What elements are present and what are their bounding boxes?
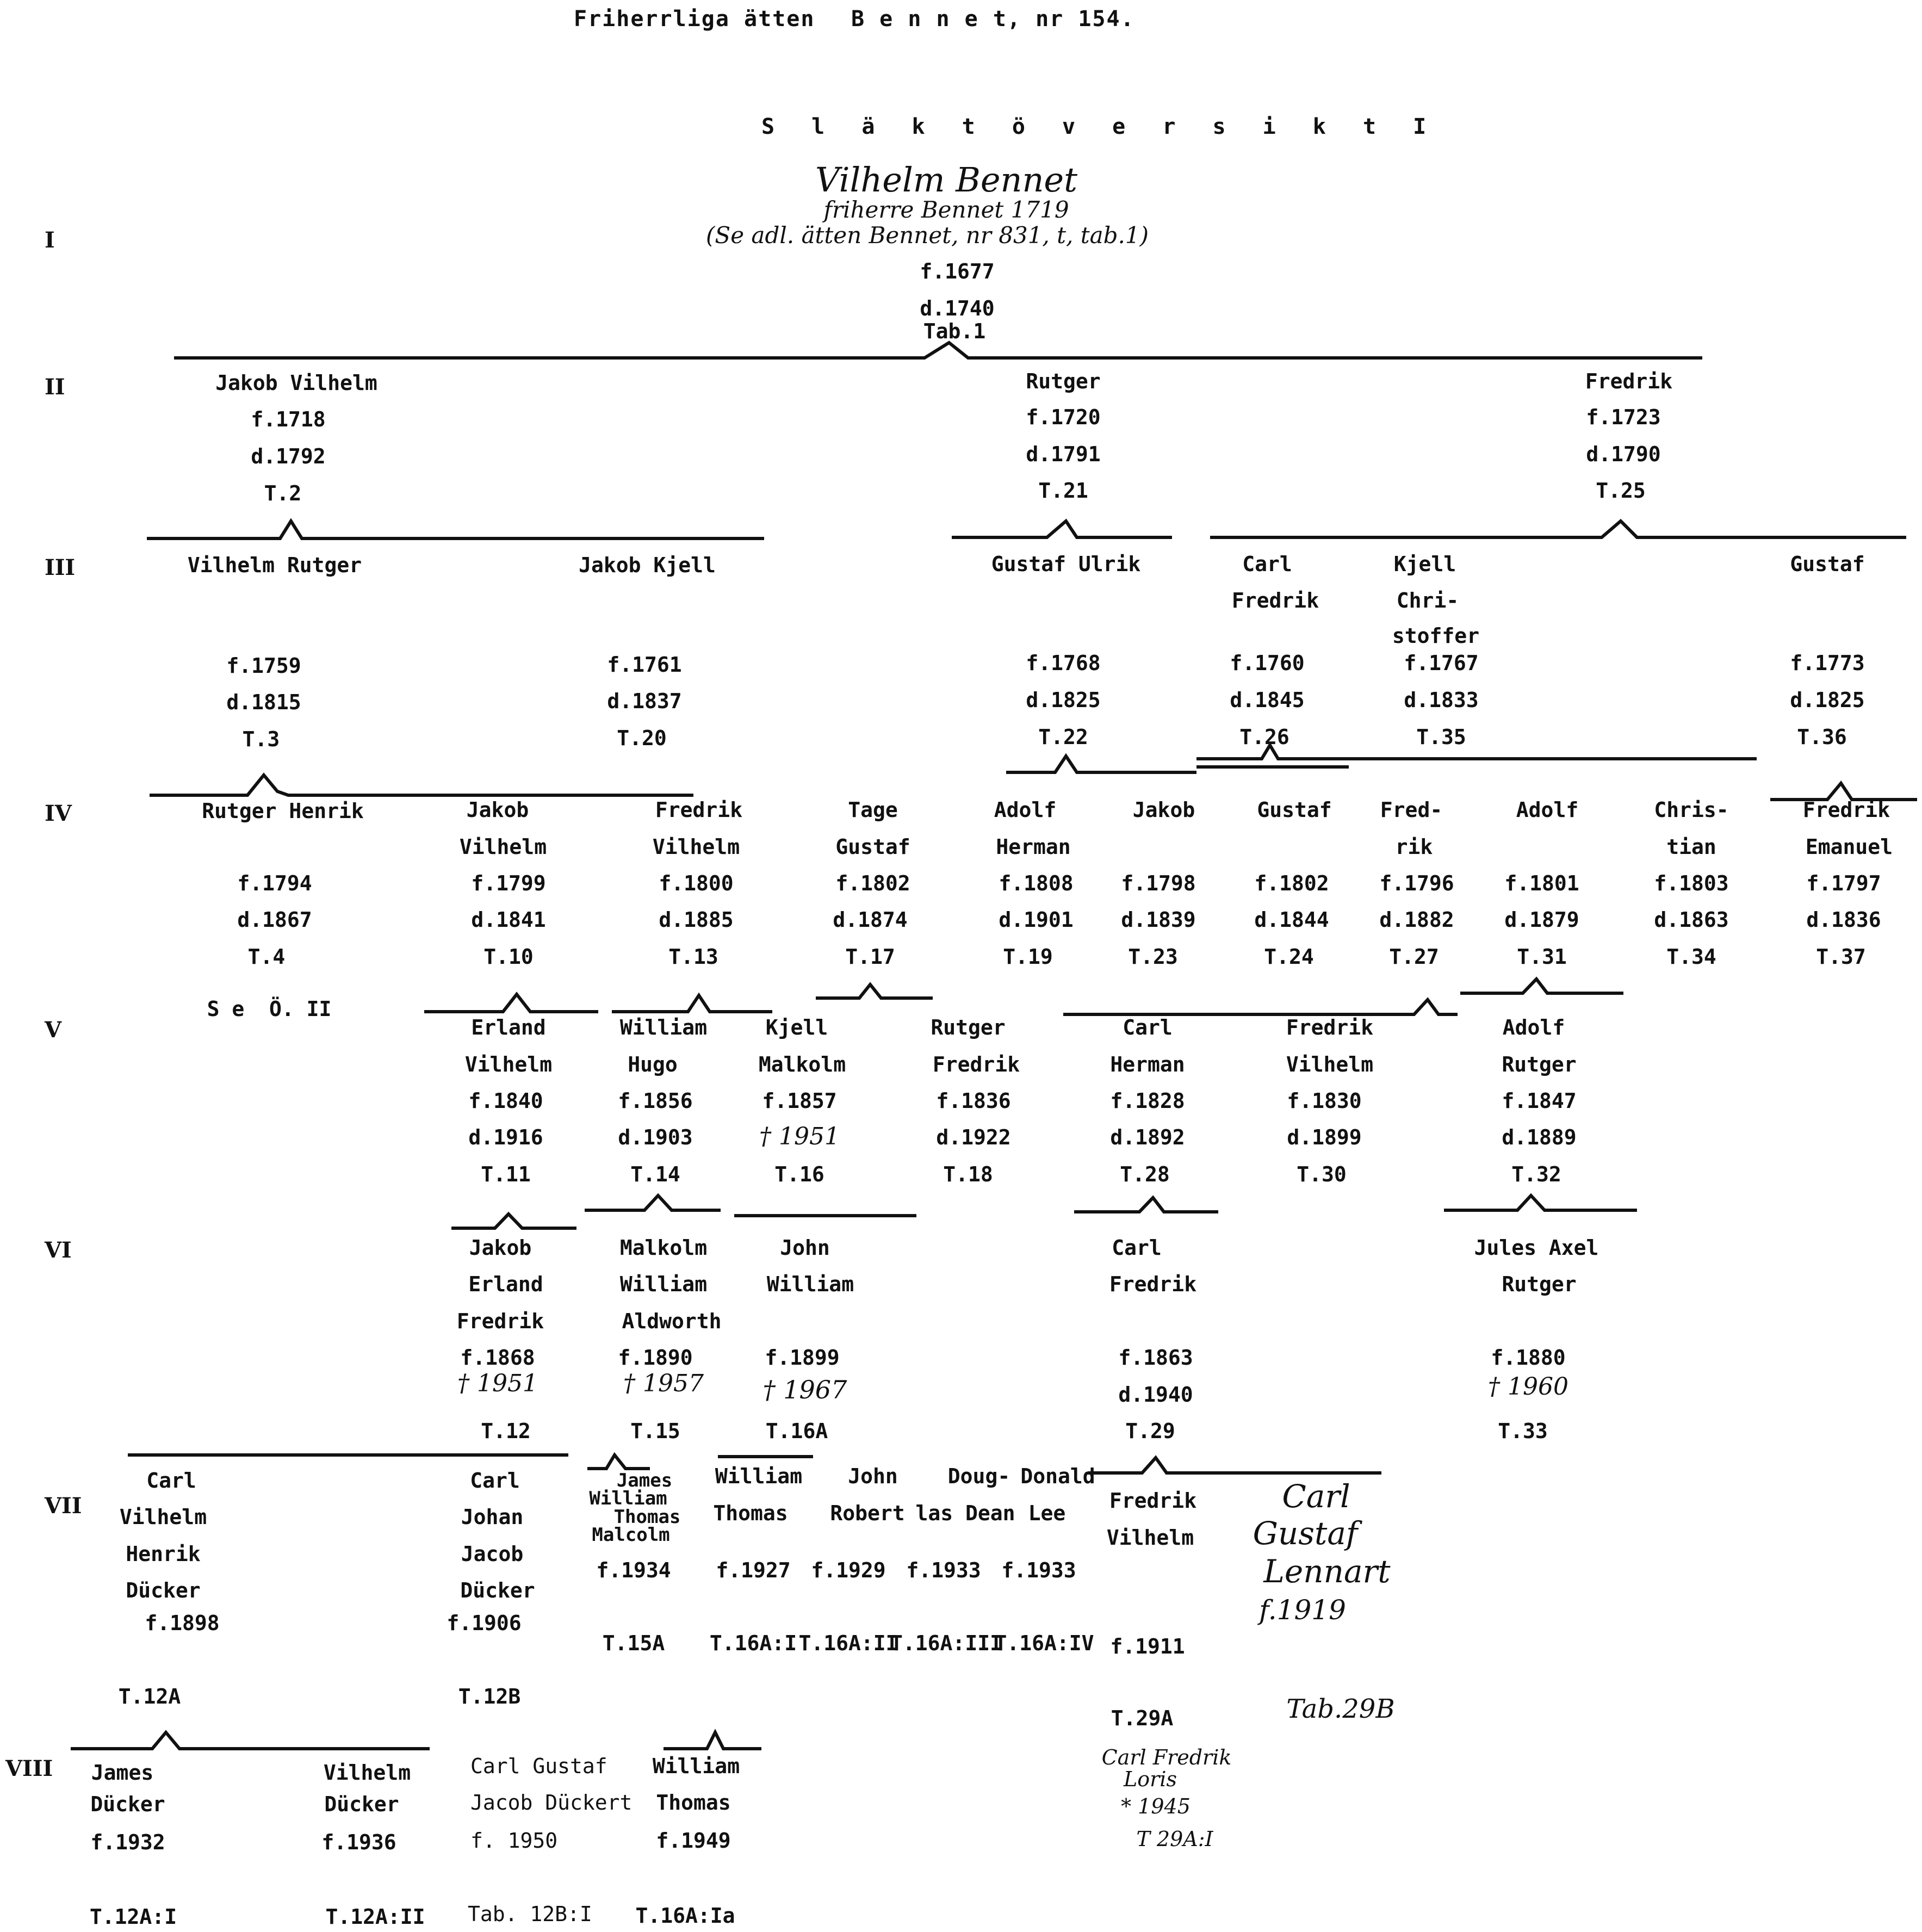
person-born: f.1934 <box>596 1558 671 1582</box>
person-born: f.1868 <box>460 1346 535 1370</box>
person-name: William <box>715 1464 803 1488</box>
person-name: William <box>652 1754 740 1778</box>
person-tab: T.12 <box>481 1419 531 1443</box>
person-name: Fredrik <box>1585 369 1673 393</box>
person-born: f.1802 <box>835 871 910 895</box>
person-tab: T.14 <box>630 1162 680 1186</box>
person-tab: T.22 <box>1038 725 1088 749</box>
connector <box>612 995 772 1012</box>
person-tab: T.16A <box>765 1419 828 1443</box>
person-name: Jacob Dückert <box>470 1791 633 1815</box>
person-name: Rutger <box>931 1015 1006 1039</box>
person-born: f.1919 <box>1259 1594 1346 1626</box>
person-born: f.1927 <box>716 1558 791 1582</box>
title-name: B e n n e t, nr 154. <box>851 7 1135 32</box>
person-name: Jakob <box>1132 798 1195 822</box>
person-name: Fredrik <box>655 798 743 822</box>
person-born: f.1723 <box>1586 405 1661 429</box>
person-born: f.1718 <box>251 407 326 431</box>
connector <box>451 1214 576 1228</box>
person-name: Vilhelm Bennet <box>815 160 1078 200</box>
person-tab: T.16A:I <box>709 1631 797 1655</box>
person-name: Johan <box>461 1505 524 1529</box>
person-born: f.1880 <box>1491 1346 1566 1370</box>
person-tab: T.16A:Ia <box>635 1904 735 1928</box>
person-name: Fredrik <box>456 1309 544 1333</box>
person-died: d.1790 <box>1586 442 1661 466</box>
person-name: James <box>616 1470 673 1491</box>
person-born: f.1933 <box>1001 1558 1076 1582</box>
person-name: Rutger <box>1502 1272 1577 1296</box>
person-tab: T.15A <box>602 1631 665 1655</box>
connector <box>174 343 1702 358</box>
person-died: † 1967 <box>762 1375 847 1404</box>
person-tab: T.19 <box>1003 945 1053 969</box>
person-name: Fredrik <box>1802 798 1890 822</box>
person-name: Adolf <box>1502 1015 1565 1039</box>
person-born: f.1797 <box>1806 871 1881 895</box>
person-born: f.1794 <box>237 871 312 895</box>
person-name: Carl <box>1242 552 1292 576</box>
generation-label: IV <box>45 801 72 826</box>
person-name: Malcolm <box>592 1524 670 1546</box>
person-died: d.1874 <box>833 908 908 932</box>
person-tab: T.16A:IV <box>994 1631 1094 1655</box>
person-born: f.1767 <box>1404 651 1479 675</box>
person-born: f.1929 <box>811 1558 886 1582</box>
person-tab: T.16A:II <box>798 1631 898 1655</box>
person-tab: T.20 <box>617 726 667 750</box>
person-tab: T.4 <box>247 945 286 969</box>
person-name: Rutger <box>1502 1052 1577 1076</box>
person-note: S e Ö. II <box>207 997 332 1021</box>
person-tab: T.27 <box>1389 945 1439 969</box>
person-died: d.1839 <box>1121 908 1196 932</box>
person-name: Kjell <box>765 1015 828 1039</box>
person-name: Chris- <box>1654 798 1729 822</box>
person-name: Carl Gustaf <box>470 1754 607 1778</box>
person-name: Carl <box>1123 1015 1173 1039</box>
connector <box>585 1196 721 1210</box>
person-born: f.1936 <box>321 1830 396 1854</box>
person-tab: T 29A:I <box>1136 1827 1213 1851</box>
person-name: Robert <box>830 1501 905 1525</box>
person-tab: T.32 <box>1511 1162 1561 1186</box>
person-name: Fred- <box>1380 798 1443 822</box>
person-name: Donald <box>1020 1464 1095 1488</box>
person-name: Henrik <box>126 1542 201 1566</box>
person-name: Vilhelm <box>464 1052 553 1076</box>
person-born: f.1830 <box>1287 1089 1362 1113</box>
person-born: f.1856 <box>618 1089 693 1113</box>
person-died: d.1792 <box>251 444 326 468</box>
person-tab: T.12A:I <box>89 1905 177 1929</box>
connector <box>1210 521 1906 537</box>
person-died: d.1922 <box>936 1125 1011 1149</box>
person-tab: T.31 <box>1517 945 1567 969</box>
person-name: Malkolm <box>619 1236 708 1260</box>
person-name: Gustaf <box>1253 1515 1358 1552</box>
person-name: William <box>619 1015 708 1039</box>
person-born: f.1801 <box>1504 871 1579 895</box>
person-name: tian <box>1666 835 1716 859</box>
person-died: † 1960 <box>1488 1373 1568 1401</box>
person-born: * 1945 <box>1121 1794 1191 1818</box>
person-name: John <box>780 1236 830 1260</box>
person-name: Dücker <box>324 1792 399 1816</box>
person-tab: T.34 <box>1666 945 1716 969</box>
person-name: John <box>848 1464 898 1488</box>
connector <box>150 775 693 795</box>
person-tab: T.17 <box>845 945 895 969</box>
person-name: Adolf <box>994 798 1057 822</box>
person-name: Fredrik <box>1231 589 1319 612</box>
person-name: Fredrik <box>1109 1489 1197 1513</box>
person-name: Lennart <box>1263 1553 1391 1590</box>
person-name: Lee <box>1028 1501 1066 1525</box>
generation-label: VI <box>45 1237 72 1263</box>
person-name: William <box>766 1272 854 1296</box>
person-born: f.1847 <box>1502 1089 1577 1113</box>
person-name: Loris <box>1124 1767 1177 1791</box>
person-name: Malkolm <box>758 1052 846 1076</box>
person-name: Jakob <box>469 1236 532 1260</box>
person-name: Jakob Kjell <box>579 553 716 577</box>
person-name: Gustaf Ulrik <box>991 552 1141 576</box>
generation-label: II <box>45 374 65 400</box>
person-name: Carl <box>470 1469 520 1493</box>
person-tab: T.35 <box>1416 725 1466 749</box>
person-born: f.1802 <box>1254 871 1329 895</box>
person-born: f.1863 <box>1118 1346 1193 1370</box>
person-born: f.1803 <box>1654 871 1729 895</box>
person-born: f.1773 <box>1790 651 1865 675</box>
person-died: d.1791 <box>1026 442 1101 466</box>
person-born: f.1799 <box>471 871 546 895</box>
person-name: Carl <box>1112 1236 1162 1260</box>
person-died: d.1825 <box>1790 688 1865 712</box>
person-tab: T.29A <box>1111 1706 1174 1730</box>
person-died: d.1841 <box>471 908 546 932</box>
connector <box>1074 1198 1218 1212</box>
person-died: d.1940 <box>1118 1383 1193 1407</box>
person-tab: T.36 <box>1797 725 1847 749</box>
connector <box>816 984 933 998</box>
person-name: Adolf <box>1516 798 1579 822</box>
person-died: d.1916 <box>468 1125 543 1149</box>
person-born: f.1857 <box>762 1089 837 1113</box>
person-title: friherre Bennet 1719 <box>823 196 1069 223</box>
person-name: Herman <box>1110 1052 1185 1076</box>
person-died: d.1867 <box>237 908 312 932</box>
person-name: Rutger Henrik <box>202 799 364 823</box>
person-died: † 1951 <box>457 1370 538 1397</box>
person-tab: T.16A:III <box>890 1631 1002 1655</box>
person-died: d.1863 <box>1654 908 1729 932</box>
person-tab: T.21 <box>1038 479 1088 503</box>
person-name: Vilhelm Rutger <box>187 553 362 577</box>
person-tab: T.13 <box>668 945 718 969</box>
person-born: f.1898 <box>145 1611 220 1635</box>
person-born: f.1720 <box>1026 405 1101 429</box>
person-tab: T.26 <box>1239 725 1289 749</box>
person-died: d.1845 <box>1230 688 1305 712</box>
person-name: James <box>91 1761 154 1785</box>
person-born: f.1933 <box>906 1558 981 1582</box>
person-name: Gustaf <box>1257 798 1332 822</box>
person-name: Rutger <box>1026 369 1101 393</box>
subtitle: S l ä k t ö v e r s i k t I <box>761 114 1439 139</box>
person-name: Gustaf <box>1790 552 1865 576</box>
person-died: d.1815 <box>226 690 301 714</box>
person-died: d.1879 <box>1504 908 1579 932</box>
connector <box>147 521 764 538</box>
person-name: Chri- <box>1396 589 1459 612</box>
person-born: f.1828 <box>1110 1089 1185 1113</box>
person-died: d.1882 <box>1379 908 1454 932</box>
person-name: Tage <box>848 798 898 822</box>
person-tab: T.15 <box>630 1419 680 1443</box>
person-tab: T.29 <box>1125 1419 1175 1443</box>
connector <box>424 994 598 1012</box>
person-name: Thomas <box>656 1791 731 1815</box>
person-tab: T.18 <box>943 1162 993 1186</box>
person-died: † 1951 <box>759 1123 840 1150</box>
person-tab: T.28 <box>1120 1162 1170 1186</box>
person-name: Vilhelm <box>1106 1526 1194 1550</box>
generation-label: VIII <box>5 1756 53 1781</box>
person-name: Vilhelm <box>1286 1052 1374 1076</box>
person-name: Doug- <box>947 1464 1010 1488</box>
person-died: d.1885 <box>659 908 734 932</box>
person-name: rik <box>1395 835 1433 859</box>
person-name: las Dean <box>915 1501 1015 1525</box>
person-name: Herman <box>996 835 1071 859</box>
person-died: d.1825 <box>1026 688 1101 712</box>
person-tab: T.33 <box>1498 1419 1548 1443</box>
connector <box>664 1732 761 1749</box>
connector <box>1006 756 1196 772</box>
person-tab: T.24 <box>1264 945 1314 969</box>
person-died: d.1740 <box>920 296 995 320</box>
person-born: f. 1950 <box>470 1829 558 1853</box>
person-name: Vilhelm <box>119 1505 207 1529</box>
person-note: (Se adl. ätten Bennet, nr 831, t, tab.1) <box>706 222 1149 249</box>
person-name: Jakob <box>466 798 529 822</box>
person-name: William <box>619 1272 708 1296</box>
person-tab: Tab.1 <box>923 319 986 343</box>
person-name: Thomas <box>713 1501 788 1525</box>
person-tab: Tab. 12B:I <box>468 1902 592 1926</box>
person-name: stoffer <box>1392 624 1480 648</box>
person-born: f.1899 <box>765 1346 840 1370</box>
person-name: Erland <box>471 1015 546 1039</box>
person-tab: T.3 <box>242 727 280 751</box>
connector <box>587 1455 650 1469</box>
person-died: d.1892 <box>1110 1125 1185 1149</box>
person-name: Jakob Vilhelm <box>215 371 377 395</box>
connector <box>1460 979 1623 993</box>
person-name: Vilhelm <box>459 835 547 859</box>
connector <box>1063 1000 1458 1014</box>
person-tab: T.12A:II <box>325 1905 425 1929</box>
person-tab: T.30 <box>1297 1162 1347 1186</box>
person-died: d.1899 <box>1287 1125 1362 1149</box>
person-name: Thomas <box>613 1506 681 1528</box>
generation-label: VII <box>45 1493 82 1519</box>
person-died: d.1833 <box>1404 688 1479 712</box>
person-name: Vilhelm <box>652 835 740 859</box>
connector <box>1088 1458 1381 1473</box>
connector <box>71 1732 430 1749</box>
person-died: d.1901 <box>999 908 1074 932</box>
person-name: Jacob <box>461 1542 524 1566</box>
person-tab: T.2 <box>264 481 302 505</box>
person-name: Carl <box>1282 1478 1350 1515</box>
person-died: † 1957 <box>623 1370 704 1397</box>
person-born: f.1796 <box>1379 871 1454 895</box>
person-born: f.1890 <box>618 1346 693 1370</box>
connector <box>1770 783 1917 800</box>
person-died: d.1836 <box>1806 908 1881 932</box>
person-tab: T.23 <box>1128 945 1178 969</box>
person-tab: T.12B <box>458 1685 521 1708</box>
person-name: Fredrik <box>932 1052 1020 1076</box>
title-left: Friherrliga ätten <box>574 7 815 32</box>
person-died: d.1844 <box>1254 908 1329 932</box>
person-born: f.1798 <box>1121 871 1196 895</box>
connector <box>952 521 1172 537</box>
person-tab: T.12A <box>118 1685 181 1708</box>
person-born: f.1840 <box>468 1089 543 1113</box>
person-born: f.1677 <box>920 259 995 283</box>
person-died: d.1837 <box>607 689 682 713</box>
connector <box>1444 1196 1637 1210</box>
person-tab: T.16 <box>774 1162 824 1186</box>
person-tab: Tab.29B <box>1286 1694 1395 1724</box>
person-born: f.1932 <box>90 1830 165 1854</box>
person-died: d.1889 <box>1502 1125 1577 1149</box>
person-name: Erland <box>468 1272 543 1296</box>
person-name: Carl Fredrik <box>1101 1745 1232 1769</box>
person-name: Emanuel <box>1805 835 1893 859</box>
person-name: Carl <box>146 1469 196 1493</box>
person-born: f.1911 <box>1110 1634 1185 1658</box>
person-born: f.1906 <box>447 1611 522 1635</box>
person-tab: T.10 <box>483 945 534 969</box>
person-born: f.1768 <box>1026 651 1101 675</box>
person-name: Dücker <box>90 1792 165 1816</box>
person-name: Jules Axel <box>1474 1236 1599 1260</box>
person-name: Dücker <box>126 1578 201 1602</box>
person-name: Aldworth <box>622 1309 722 1333</box>
person-born: f.1836 <box>936 1089 1011 1113</box>
person-born: f.1808 <box>999 871 1074 895</box>
person-name: William <box>589 1488 667 1509</box>
person-died: d.1903 <box>618 1125 693 1149</box>
person-name: Gustaf <box>835 835 910 859</box>
person-born: f.1761 <box>607 653 682 677</box>
person-born: f.1759 <box>226 654 301 678</box>
person-name: Hugo <box>628 1052 678 1076</box>
person-born: f.1800 <box>659 871 734 895</box>
person-tab: T.37 <box>1816 945 1866 969</box>
generation-label: III <box>45 555 76 580</box>
person-name: Fredrik <box>1286 1015 1374 1039</box>
person-born: f.1760 <box>1230 651 1305 675</box>
person-name: Dücker <box>460 1578 535 1602</box>
person-born: f.1949 <box>656 1829 731 1853</box>
person-name: Fredrik <box>1109 1272 1197 1296</box>
person-tab: T.11 <box>481 1162 531 1186</box>
generation-label: V <box>45 1017 62 1043</box>
person-tab: T.25 <box>1596 479 1646 503</box>
person-name: Kjell <box>1393 552 1456 576</box>
person-name: Vilhelm <box>323 1761 411 1785</box>
generation-label: I <box>45 227 55 253</box>
